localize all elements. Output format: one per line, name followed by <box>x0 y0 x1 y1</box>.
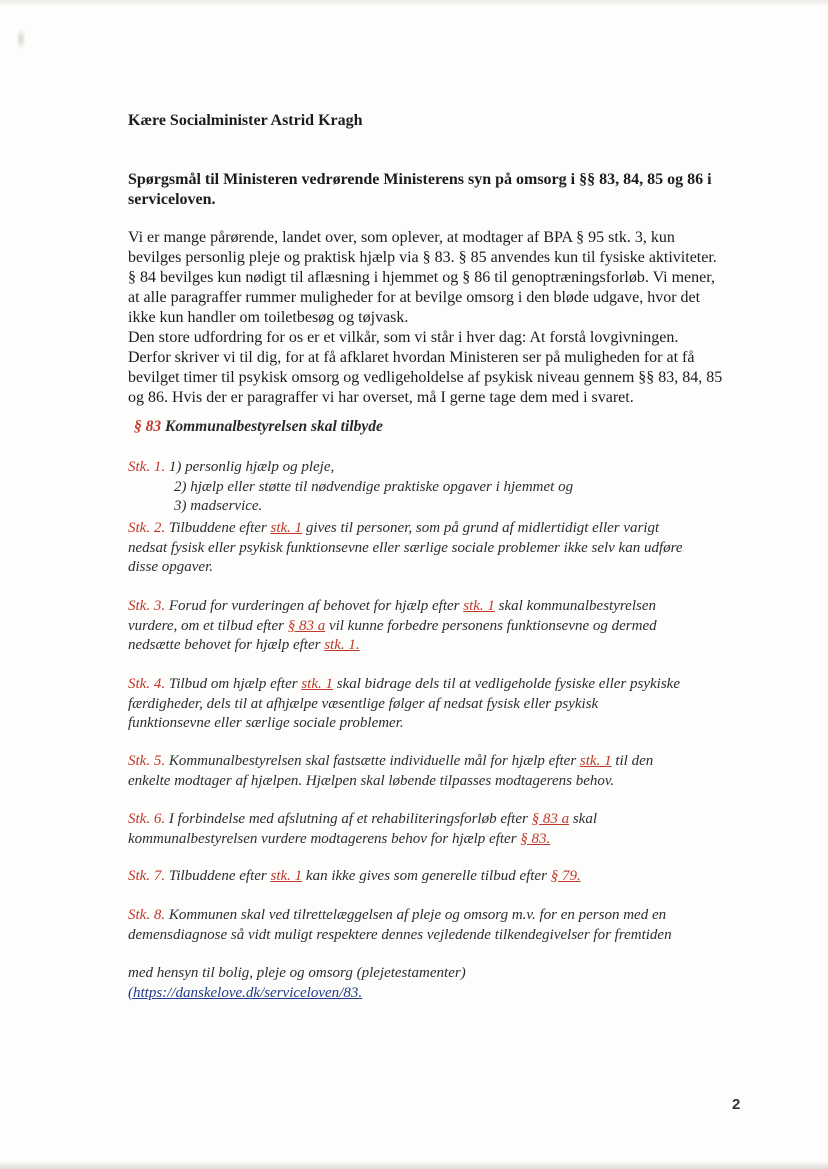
body-line: bevilges personlig pleje og praktisk hjælp via § 83. § 85 anvendes kun til fysiske aktiviteter. <box>128 249 717 266</box>
stk-1-link[interactable]: stk. 1 <box>270 520 303 536</box>
stk-text: funktionsevne eller særlige sociale problemer. <box>128 715 404 731</box>
stk-text: 2) hjælp eller støtte til nødvendige praktiske opgaver i hjemmet og <box>174 478 574 495</box>
scan-mark <box>16 28 26 50</box>
stk-text: vil kunne forbedre personens funktionsevne og dermed <box>328 617 657 634</box>
stk-7 <box>128 867 768 887</box>
stk-text: Forud for vurderingen af behovet for hjælp efter <box>168 598 460 614</box>
stk-5 <box>128 752 768 791</box>
stk-6 <box>128 810 768 849</box>
section-83-link[interactable]: § 83. <box>520 830 551 847</box>
danskelove-link[interactable]: (https://danskelove.dk/serviceloven/83. <box>128 984 363 1001</box>
stk-text: disse opgaver. <box>128 559 213 575</box>
footer-note <box>128 964 466 1003</box>
stk-1 <box>128 458 768 517</box>
section-83a-link[interactable]: § 83 a <box>287 617 326 634</box>
body-line: bevilget timer til psykisk omsorg og vedligeholdelse af psykisk niveau gennem §§ 83, 84, 85 <box>128 369 723 386</box>
stk-text: kan ikke gives som generelle tilbud efter <box>305 868 547 884</box>
stk-1-link[interactable]: stk. 1 <box>270 868 303 884</box>
salutation: Kære Socialminister Astrid Kragh <box>128 112 363 129</box>
section-title: Kommunalbestyrelsen skal tilbyde <box>165 418 383 435</box>
scan-shadow-top <box>0 0 828 6</box>
stk-text: nedsætte behovet for hjælp efter <box>128 637 321 653</box>
stk-text: skal kommunalbestyrelsen <box>498 598 656 614</box>
stk-4 <box>128 675 768 734</box>
section-83-heading <box>134 418 383 436</box>
section-79-link[interactable]: § 79. <box>550 868 581 884</box>
footer-line: med hensyn til bolig, pleje og omsorg (plejetestamenter) <box>128 965 466 981</box>
stk-text: Tilbuddene efter <box>168 868 267 884</box>
stk-text: I forbindelse med afslutning af et rehabiliteringsforløb efter <box>168 811 528 827</box>
stk-label: Stk. 5. <box>128 753 166 769</box>
body-paragraph <box>128 228 768 408</box>
stk-1-link[interactable]: stk. 1 <box>579 753 612 769</box>
stk-text: enkelte modtager af hjælpen. Hjælpen skal løbende tilpasses modtagerens behov. <box>128 772 615 789</box>
stk-label: Stk. 6. <box>128 811 166 827</box>
stk-text: Tilbuddene efter <box>168 520 267 536</box>
stk-text: skal bidrage dels til at vedligeholde fysiske eller psykiske <box>336 676 681 692</box>
stk-label: Stk. 8. <box>128 907 166 923</box>
stk-3 <box>128 597 768 656</box>
stk-text: færdigheder, dels til at afhjælpe væsentlige følger af nedsat fysisk eller psykisk <box>128 695 599 712</box>
stk-label: Stk. 7. <box>128 868 166 884</box>
stk-text: Tilbud om hjælp efter <box>168 676 298 692</box>
body-line: at alle paragraffer rummer muligheder for at bevilge omsorg i den bløde udgave, hvor det <box>128 289 701 306</box>
stk-1-link[interactable]: stk. 1. <box>324 637 360 653</box>
stk-text: Kommunalbestyrelsen skal fastsætte individuelle mål for hjælp efter <box>168 753 577 769</box>
stk-text: kommunalbestyrelsen vurdere modtagerens behov for hjælp efter <box>128 830 517 847</box>
stk-text: 3) madservice. <box>174 498 263 514</box>
stk-label: Stk. 2. <box>128 520 166 536</box>
section-83a-link[interactable]: § 83 a <box>531 811 570 827</box>
stk-text: skal <box>572 811 597 827</box>
section-number: § 83 <box>134 418 162 435</box>
body-line: Vi er mange pårørende, landet over, som oplever, at modtager af BPA § 95 stk. 3, kun <box>128 229 675 246</box>
stk-text: gives til personer, som på grund af midlertidigt eller varigt <box>305 520 660 536</box>
scan-shadow-bottom <box>0 1161 828 1169</box>
body-line: og 86. Hvis der er paragraffer vi har overset, må I gerne tage dem med i svaret. <box>128 389 634 406</box>
stk-1-link[interactable]: stk. 1 <box>301 676 334 692</box>
body-line: § 84 bevilges kun nødigt til aflæsning i hjemmet og § 86 til genoptræningsforløb. Vi mener, <box>128 269 715 286</box>
question-heading: Spørgsmål til Ministeren vedrørende Ministerens syn på omsorg i §§ 83, 84, 85 og 86 i serviceloven. <box>128 171 712 208</box>
stk-text: vurdere, om et tilbud efter <box>128 617 284 634</box>
stk-text: Kommunen skal ved tilrettelæggelsen af pleje og omsorg m.v. for en person med en <box>168 907 667 923</box>
stk-text: 1) personlig hjælp og pleje, <box>168 459 335 475</box>
stk-text: til den <box>615 753 654 769</box>
body-line: Den store udfordring for os er et vilkår, som vi står i hver dag: At forstå lovgivningen. <box>128 329 679 346</box>
stk-2 <box>128 519 768 578</box>
stk-text: nedsat fysisk eller psykisk funktionsevne eller særlige sociale problemer ikke selv kan udføre <box>128 539 683 556</box>
stk-label: Stk. 3. <box>128 598 166 614</box>
page-number: 2 <box>732 1096 741 1113</box>
body-line: ikke kun handler om toiletbesøg og tøjvask. <box>128 309 409 326</box>
stk-1-link[interactable]: stk. 1 <box>463 598 495 614</box>
body-line: Derfor skriver vi til dig, for at få afklaret hvordan Ministeren ser på muligheden for at få <box>128 349 695 366</box>
stk-8 <box>128 906 768 945</box>
stk-label: Stk. 1. <box>128 459 166 475</box>
stk-label: Stk. 4. <box>128 676 166 692</box>
stk-text: demensdiagnose så vidt muligt respektere dennes vejledende tilkendegivelser for fremtiden <box>128 926 672 943</box>
